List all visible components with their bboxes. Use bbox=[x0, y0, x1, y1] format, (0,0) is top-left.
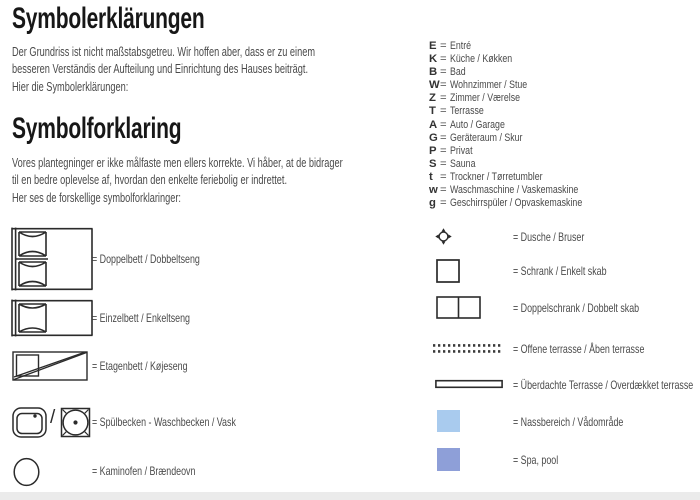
abbr-letter: W bbox=[429, 79, 440, 92]
legend-label-wet-area: = Nassbereich / Vådområde bbox=[513, 415, 624, 429]
double-cabinet-icon bbox=[436, 296, 481, 319]
abbr-meaning: Waschmaschine / Vaskemaskine bbox=[450, 184, 579, 197]
wet-area-swatch bbox=[437, 410, 460, 432]
abbr-meaning: Auto / Garage bbox=[450, 118, 505, 131]
equals-sign: = bbox=[440, 131, 447, 144]
legend-label-double-bed: = Doppelbett / Dobbeltseng bbox=[92, 252, 200, 266]
equals-sign: = bbox=[440, 170, 447, 183]
abbr-letter: S bbox=[429, 157, 437, 170]
abbreviation-row bbox=[429, 145, 620, 158]
abbreviation-row bbox=[429, 197, 620, 210]
page-title-danish: Symbolforklaring bbox=[12, 112, 182, 145]
legend-label-single-cabinet: = Schrank / Enkelt skab bbox=[513, 264, 607, 278]
intro-paragraph-german bbox=[12, 43, 315, 95]
abbr-letter: B bbox=[429, 66, 438, 79]
abbr-letter: Z bbox=[429, 92, 436, 105]
legend-label-shower: = Dusche / Bruser bbox=[513, 230, 585, 244]
sink-separator-slash: / bbox=[50, 407, 56, 428]
open-terrace-icon bbox=[433, 343, 503, 354]
intro-da-line: Vores plantegninger er ikke målfaste men ellers korrekte. Vi håber, at de bidrager bbox=[12, 155, 343, 170]
legend-label-single-bed: = Einzelbett / Enkeltseng bbox=[92, 311, 190, 325]
page-title-german: Symbolerklärungen bbox=[12, 2, 205, 35]
intro-paragraph-danish bbox=[12, 154, 343, 206]
abbreviation-row bbox=[429, 132, 620, 145]
abbreviation-row bbox=[429, 79, 620, 92]
legend-label-covered-terrace: = Überdachte Terrasse / Overdækket terrasse bbox=[513, 378, 694, 392]
abbr-meaning: Sauna bbox=[450, 157, 476, 170]
legend-label-bunk-bed: = Etagenbett / Køjeseng bbox=[92, 359, 188, 373]
abbr-meaning: Zimmer / Værelse bbox=[450, 92, 521, 105]
intro-da-line: til en bedre oplevelse af, hvordan den enkelte feriebolig er indrettet. bbox=[12, 172, 288, 188]
abbr-meaning: Trockner / Tørretumbler bbox=[450, 170, 543, 183]
equals-sign: = bbox=[440, 40, 447, 52]
abbr-meaning: Terrasse bbox=[450, 105, 484, 118]
page-bottom-edge bbox=[0, 492, 700, 500]
abbr-letter: E bbox=[429, 40, 437, 52]
abbreviation-row bbox=[429, 53, 620, 66]
abbreviation-list bbox=[429, 40, 620, 210]
equals-sign: = bbox=[440, 144, 447, 157]
equals-sign: = bbox=[440, 118, 447, 131]
abbreviation-row bbox=[429, 105, 620, 118]
equals-sign: = bbox=[440, 157, 447, 170]
equals-sign: = bbox=[440, 184, 447, 197]
spa-pool-swatch bbox=[437, 448, 460, 471]
equals-sign: = bbox=[440, 53, 447, 66]
single-bed-icon bbox=[10, 299, 94, 337]
abbr-letter: t bbox=[429, 170, 433, 183]
abbr-meaning: Entré bbox=[450, 40, 472, 52]
legend-label-sink: = Spülbecken - Waschbecken / Vask bbox=[92, 415, 236, 429]
shower-icon bbox=[435, 228, 452, 245]
abbr-meaning: Bad bbox=[450, 66, 466, 79]
abbreviation-row bbox=[429, 40, 620, 53]
covered-terrace-icon bbox=[435, 379, 503, 389]
abbreviation-row bbox=[429, 66, 620, 79]
abbr-meaning: Wohnzimmer / Stue bbox=[450, 79, 528, 92]
legend-label-double-cabinet: = Doppelschrank / Dobbelt skab bbox=[513, 301, 640, 315]
abbr-meaning: Privat bbox=[450, 144, 473, 157]
equals-sign: = bbox=[440, 92, 447, 105]
abbr-meaning: Geräteraum / Skur bbox=[450, 131, 523, 144]
abbr-letter: A bbox=[429, 118, 438, 131]
sink-round-icon bbox=[60, 407, 91, 438]
abbr-letter: P bbox=[429, 144, 437, 157]
equals-sign: = bbox=[440, 66, 447, 79]
legend-label-wood-stove: = Kaminofen / Brændeovn bbox=[92, 464, 196, 478]
abbr-letter: K bbox=[429, 53, 438, 66]
bunk-bed-icon bbox=[12, 351, 88, 381]
abbr-letter: T bbox=[429, 105, 436, 118]
abbr-meaning: Küche / Køkken bbox=[450, 53, 513, 66]
abbreviation-row bbox=[429, 158, 620, 171]
equals-sign: = bbox=[440, 79, 447, 92]
double-bed-icon bbox=[10, 227, 94, 291]
single-cabinet-icon bbox=[436, 259, 460, 283]
abbr-letter: g bbox=[429, 197, 436, 210]
abbreviation-row bbox=[429, 119, 620, 132]
legend-label-open-terrace: = Offene terrasse / Åben terrasse bbox=[513, 342, 645, 356]
abbreviation-row bbox=[429, 171, 620, 184]
intro-de-line: Hier die Symbolerklärungen: bbox=[12, 78, 129, 94]
abbr-meaning: Geschirrspüler / Opvaskemaskine bbox=[450, 197, 583, 210]
legend-label-spa-pool: = Spa, pool bbox=[513, 453, 559, 467]
wood-stove-icon bbox=[13, 457, 41, 487]
abbr-letter: w bbox=[429, 184, 438, 197]
abbr-letter: G bbox=[429, 131, 438, 144]
intro-da-line: Her ses de forskellige symbolforklaringer: bbox=[12, 189, 181, 205]
abbreviation-row bbox=[429, 184, 620, 197]
equals-sign: = bbox=[440, 197, 447, 210]
sink-rounded-icon bbox=[12, 407, 47, 438]
intro-de-line: besseren Verständis der Aufteilung und Einrichtung des Hauses beiträgt. bbox=[12, 61, 309, 77]
abbreviation-row bbox=[429, 92, 620, 105]
equals-sign: = bbox=[440, 105, 447, 118]
intro-de-line: Der Grundriss ist nicht maßstabsgetreu. Wir hoffen aber, dass er zu einem bbox=[12, 44, 315, 59]
